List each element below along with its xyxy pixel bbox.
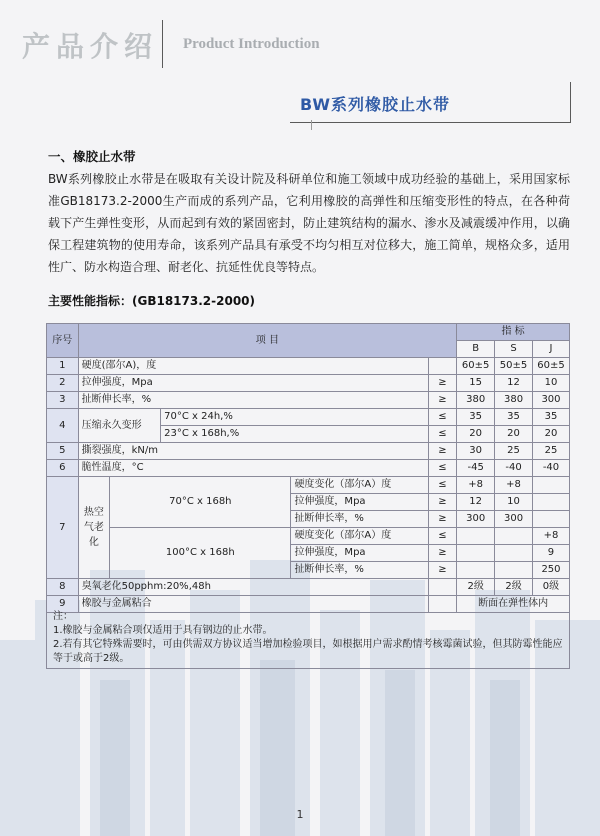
section-paragraph: BW系列橡胶止水带是在吸取有关设计院及科研单位和施工领域中成功经验的基础上，采用国家标准GB18173.2-2000生产而成的系列产品，它利用橡胶的高弹性和压缩变形性的特点，在各种荷载下产生弹性变形，从而起到有效的紧固密封，防止建筑结构的漏水、渗水及减震缓冲作用，以确保工程建筑物的使用寿命，该系列产品具有承受不均匀相互对位移大，施工简单，规格众多，适用性广、防水构造合理、耐老化、抗延性优良等特点。 [48, 172, 570, 274]
table-row: 1 硬度(邵尔A)，度 60±5 50±5 60±5 [47, 358, 570, 375]
table-row: 扯断伸长率，% ≥ 250 [47, 562, 570, 579]
col-header-no: 序号 [47, 324, 79, 358]
col-header-j: J [532, 341, 569, 358]
table-row: 9 橡胶与金属粘合 断面在弹性体内 [47, 596, 570, 613]
note-1: 1.橡胶与金属粘合项仅适用于具有钢边的止水带。 [53, 625, 273, 636]
col-header-s: S [495, 341, 533, 358]
right-border-line [570, 82, 571, 122]
table-row: 2 拉伸强度，Mpa ≥ 15 12 10 [47, 375, 570, 392]
header-divider [162, 20, 163, 68]
notes-label: 注： [53, 611, 73, 622]
table-row: 6 脆性温度，°C ≤ -45 -40 -40 [47, 460, 570, 477]
document-title: BW系列橡胶止水带 [300, 95, 450, 114]
page-header [0, 0, 600, 70]
col-header-index: 指 标 [457, 324, 570, 341]
spec-heading: 主要性能指标：(GB18173.2-2000) [48, 294, 256, 308]
table-row: 100°C x 168h 硬度变化（邵尔A）度 ≤ +8 [47, 528, 570, 545]
table-row: 5 撕裂强度，kN/m ≥ 30 25 25 [47, 443, 570, 460]
table-row: 7 热空气老化 70°C x 168h 硬度变化（邵尔A）度 ≤ +8 +8 [47, 477, 570, 494]
table-row: 拉伸强度，Mpa ≥ 9 [47, 545, 570, 562]
table-row: 4 压缩永久变形 70°C x 24h,% ≤ 35 35 35 [47, 409, 570, 426]
col-header-b: B [457, 341, 495, 358]
section-heading: 一、橡胶止水带 [48, 149, 136, 164]
note-2: 2.若有其它特殊需要时，可由供需双方协议适当增加检验项目，如根据用户需求酌情考核霉菌试验，但其防霉性能应等于或高于2级。 [53, 639, 563, 664]
title-underline [290, 122, 571, 123]
col-header-item: 项 目 [78, 324, 457, 358]
table-row: 扯断伸长率，% ≥ 300 300 [47, 511, 570, 528]
header-title-cn: 产品介绍 [22, 30, 159, 63]
table-row: 23°C x 168h,% ≤ 20 20 20 [47, 426, 570, 443]
page-number: 1 [296, 808, 304, 821]
table-row: 3 扯断伸长率，% ≥ 380 380 300 [47, 392, 570, 409]
left-margin-line [311, 120, 312, 130]
table-notes [46, 607, 570, 669]
header-title-en: Product Introduction [183, 36, 320, 52]
table-row: 拉伸强度，Mpa ≥ 12 10 [47, 494, 570, 511]
performance-table [46, 323, 570, 613]
table-row: 8 臭氧老化50pphm:20%,48h 2级 2级 0级 [47, 579, 570, 596]
